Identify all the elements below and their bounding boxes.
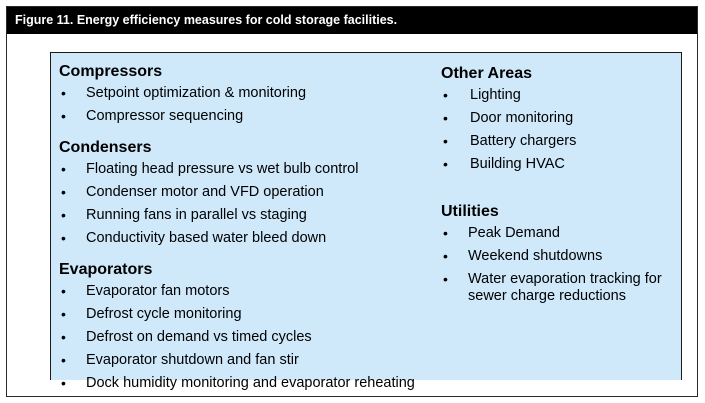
section-heading: Compressors — [59, 63, 163, 80]
bullet-icon: • — [61, 329, 66, 345]
list-item: • Building HVAC — [443, 156, 565, 172]
list-item: • Battery chargers — [443, 133, 577, 149]
list-item: • Weekend shutdowns — [443, 248, 603, 264]
list-item: • Condenser motor and VFD operation — [61, 184, 324, 200]
section-compressors — [59, 53, 429, 125]
measures-panel — [50, 52, 682, 391]
list-item: • Lighting — [443, 87, 521, 103]
bullet-icon: • — [61, 161, 66, 177]
right-column — [441, 53, 681, 311]
section-heading: Utilities — [441, 203, 499, 220]
list-item: • Conductivity based water bleed down — [61, 230, 327, 246]
section-heading: Other Areas — [441, 65, 532, 82]
figure-caption: Figure 11. Energy efficiency measures for cold storage facilities. — [7, 7, 697, 34]
measure-list — [59, 85, 429, 125]
section-evaporators — [59, 253, 429, 392]
section-other-areas — [441, 53, 681, 173]
bullet-icon: • — [61, 306, 66, 322]
bullet-icon: • — [61, 184, 66, 200]
list-item: • Defrost on demand vs timed cycles — [61, 329, 312, 345]
section-utilities — [441, 203, 681, 305]
measure-list — [59, 161, 429, 247]
bullet-icon: • — [61, 375, 66, 391]
list-item: • Peak Demand — [443, 225, 560, 241]
list-item: • Setpoint optimization & monitoring — [61, 85, 307, 101]
list-item: • Compressor sequencing — [61, 108, 244, 124]
bullet-icon: • — [61, 207, 66, 223]
section-heading: Condensers — [59, 139, 152, 156]
bullet-icon: • — [443, 271, 448, 287]
list-item: • Defrost cycle monitoring — [61, 306, 242, 322]
list-item: • Dock humidity monitoring and evaporator reheating — [61, 375, 415, 391]
left-column — [59, 53, 429, 398]
list-item: • Floating head pressure vs wet bulb control — [61, 161, 359, 177]
section-condensers — [59, 131, 429, 247]
bullet-icon: • — [61, 108, 66, 124]
bullet-icon: • — [443, 156, 448, 172]
bullet-icon: • — [443, 110, 448, 126]
measure-list — [441, 87, 681, 173]
list-item: • Running fans in parallel vs staging — [61, 207, 307, 223]
bullet-icon: • — [61, 283, 66, 299]
figure-frame — [6, 6, 698, 397]
bullet-icon: • — [443, 248, 448, 264]
list-item: • Evaporator shutdown and fan stir — [61, 352, 299, 368]
bullet-icon: • — [61, 85, 66, 101]
bullet-icon: • — [443, 87, 448, 103]
bullet-icon: • — [61, 230, 66, 246]
bullet-icon: • — [61, 352, 66, 368]
measure-list — [59, 283, 429, 392]
list-item: • Evaporator fan motors — [61, 283, 230, 299]
section-heading: Evaporators — [59, 261, 153, 278]
list-item: • Door monitoring — [443, 110, 574, 126]
bullet-icon: • — [443, 225, 448, 241]
bullet-icon: • — [443, 133, 448, 149]
list-item: • Water evaporation tracking for sewer charge reductions — [443, 271, 662, 304]
measure-list — [441, 225, 681, 305]
